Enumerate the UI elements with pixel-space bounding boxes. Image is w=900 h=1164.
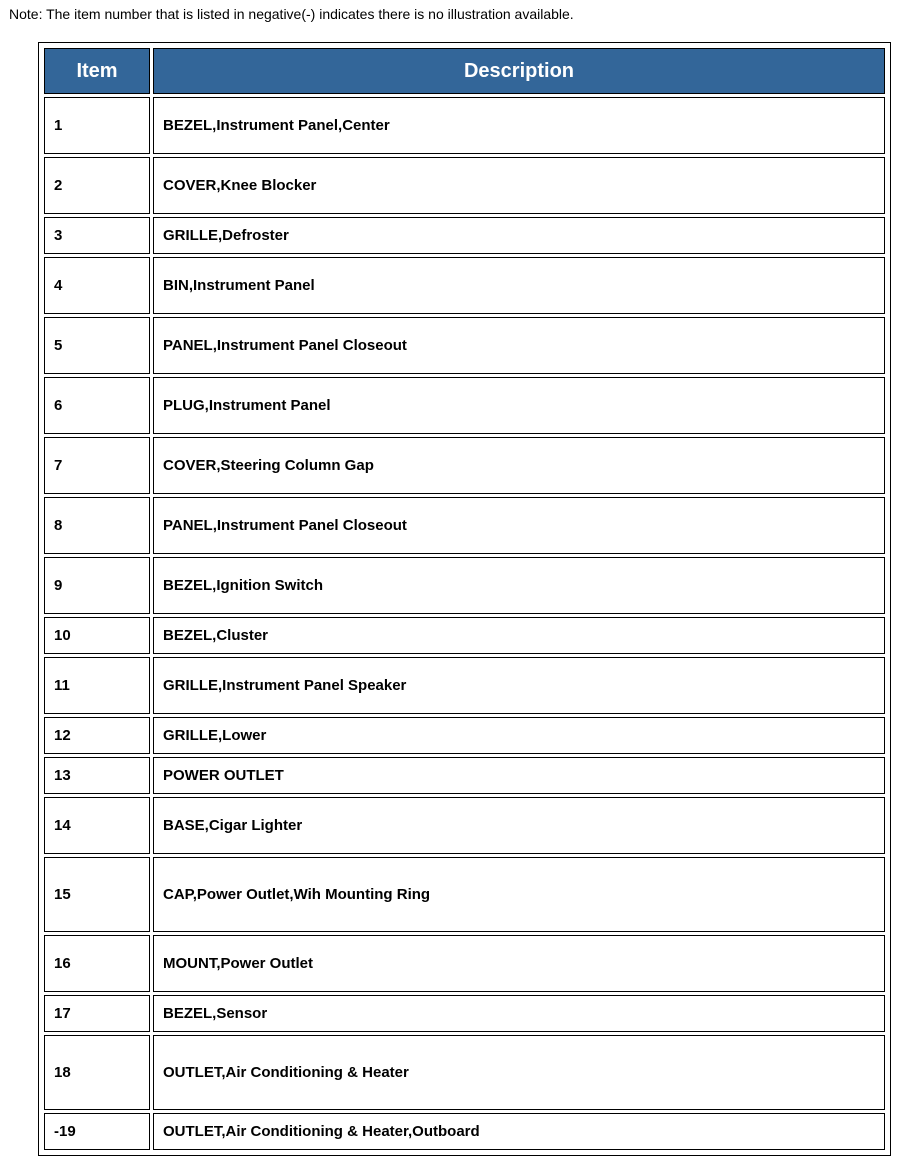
item-number: 2 <box>44 157 150 214</box>
item-description: PANEL,Instrument Panel Closeout <box>153 317 885 374</box>
item-number: 3 <box>44 217 150 254</box>
item-description: GRILLE,Lower <box>153 717 885 754</box>
table-row <box>44 497 885 554</box>
item-description: GRILLE,Defroster <box>153 217 885 254</box>
item-number: 6 <box>44 377 150 434</box>
item-description: OUTLET,Air Conditioning & Heater <box>153 1035 885 1110</box>
table-row <box>44 857 885 932</box>
item-description: PLUG,Instrument Panel <box>153 377 885 434</box>
table-header-row <box>44 48 885 94</box>
item-description: BIN,Instrument Panel <box>153 257 885 314</box>
item-description: BASE,Cigar Lighter <box>153 797 885 854</box>
illustration-note: Note: The item number that is listed in negative(-) indicates there is no illustration available. <box>9 6 574 22</box>
table-row <box>44 437 885 494</box>
table-row <box>44 377 885 434</box>
item-description: COVER,Knee Blocker <box>153 157 885 214</box>
item-number: 18 <box>44 1035 150 1110</box>
parts-table <box>41 45 888 1153</box>
table-row <box>44 217 885 254</box>
table-row <box>44 617 885 654</box>
item-number: 17 <box>44 995 150 1032</box>
item-description: MOUNT,Power Outlet <box>153 935 885 992</box>
item-description: CAP,Power Outlet,Wih Mounting Ring <box>153 857 885 932</box>
item-description: BEZEL,Ignition Switch <box>153 557 885 614</box>
table-row <box>44 797 885 854</box>
table-row <box>44 757 885 794</box>
item-number: 13 <box>44 757 150 794</box>
table-row <box>44 157 885 214</box>
item-number: 5 <box>44 317 150 374</box>
item-description: POWER OUTLET <box>153 757 885 794</box>
table-row <box>44 995 885 1032</box>
item-number: 8 <box>44 497 150 554</box>
table-row <box>44 1113 885 1150</box>
parts-table-frame <box>38 42 891 1156</box>
item-number: -19 <box>44 1113 150 1150</box>
table-row <box>44 557 885 614</box>
item-number: 10 <box>44 617 150 654</box>
table-row <box>44 657 885 714</box>
item-description: BEZEL,Instrument Panel,Center <box>153 97 885 154</box>
item-number: 4 <box>44 257 150 314</box>
item-number: 9 <box>44 557 150 614</box>
item-description: PANEL,Instrument Panel Closeout <box>153 497 885 554</box>
item-description: BEZEL,Cluster <box>153 617 885 654</box>
table-row <box>44 257 885 314</box>
description-column-header: Description <box>153 48 885 94</box>
item-description: BEZEL,Sensor <box>153 995 885 1032</box>
item-number: 1 <box>44 97 150 154</box>
item-number: 15 <box>44 857 150 932</box>
item-number: 7 <box>44 437 150 494</box>
table-row <box>44 97 885 154</box>
item-description: COVER,Steering Column Gap <box>153 437 885 494</box>
item-number: 14 <box>44 797 150 854</box>
item-number: 16 <box>44 935 150 992</box>
table-row <box>44 717 885 754</box>
item-column-header: Item <box>44 48 150 94</box>
item-description: GRILLE,Instrument Panel Speaker <box>153 657 885 714</box>
item-number: 11 <box>44 657 150 714</box>
table-row <box>44 935 885 992</box>
table-row <box>44 1035 885 1110</box>
table-row <box>44 317 885 374</box>
item-number: 12 <box>44 717 150 754</box>
item-description: OUTLET,Air Conditioning & Heater,Outboard <box>153 1113 885 1150</box>
